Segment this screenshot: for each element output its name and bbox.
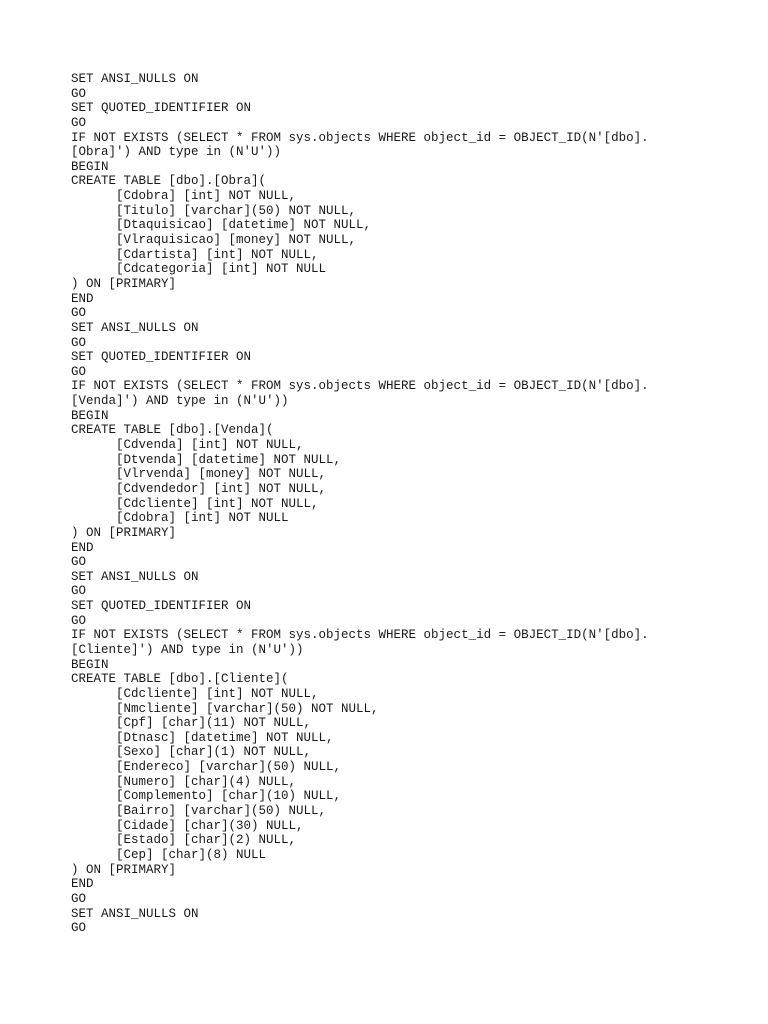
code-line: [Cdobra] [int] NOT NULL	[71, 511, 289, 526]
code-line: BEGIN	[71, 408, 109, 423]
code-line: END	[71, 291, 94, 306]
code-line: GO	[71, 335, 87, 350]
code-line: GO	[71, 115, 87, 130]
code-line: GO	[71, 555, 87, 570]
code-line: SET ANSI_NULLS ON	[71, 72, 199, 86]
code-line: [Cdcliente] [int] NOT NULL,	[71, 496, 319, 511]
code-line: [Cdcliente] [int] NOT NULL,	[71, 686, 319, 701]
code-line: [Dtaquisicao] [datetime] NOT NULL,	[71, 218, 372, 233]
code-line: [Cep] [char](8) NULL	[71, 847, 267, 862]
code-line: [Cdvendedor] [int] NOT NULL,	[71, 481, 327, 496]
code-line: [Numero] [char](4) NULL,	[71, 774, 297, 789]
code-line: CREATE TABLE [dbo].[Cliente](	[71, 672, 289, 687]
code-line: [Cdobra] [int] NOT NULL,	[71, 189, 297, 204]
code-line: [Cidade] [char](30) NULL,	[71, 818, 304, 833]
code-line: [Estado] [char](2) NULL,	[71, 833, 297, 848]
code-line: [Bairro] [varchar](50) NULL,	[71, 804, 327, 819]
code-line: GO	[71, 613, 87, 628]
code-line: [Complemento] [char](10) NULL,	[71, 789, 342, 804]
code-line: CREATE TABLE [dbo].[Obra](	[71, 174, 267, 189]
code-line: BEGIN	[71, 657, 109, 672]
code-line: GO	[71, 921, 87, 936]
code-line: [Cliente]') AND type in (N'U'))	[71, 642, 304, 657]
code-line: [Obra]') AND type in (N'U'))	[71, 145, 282, 160]
code-line: GO	[71, 364, 87, 379]
code-line: GO	[71, 306, 87, 321]
code-line: [Cdartista] [int] NOT NULL,	[71, 247, 319, 262]
code-line: [Vlrvenda] [money] NOT NULL,	[71, 467, 327, 482]
code-line: BEGIN	[71, 159, 109, 174]
sql-code-block	[71, 72, 751, 936]
code-line: GO	[71, 584, 87, 599]
code-line: SET ANSI_NULLS ON	[71, 320, 199, 335]
code-line: ) ON [PRIMARY]	[71, 525, 177, 540]
code-line: [Cdcategoria] [int] NOT NULL	[71, 262, 327, 277]
code-line: ) ON [PRIMARY]	[71, 862, 177, 877]
code-line: SET ANSI_NULLS ON	[71, 906, 199, 921]
code-line: [Dtvenda] [datetime] NOT NULL,	[71, 452, 342, 467]
code-line: SET QUOTED_IDENTIFIER ON	[71, 599, 252, 614]
code-line: ) ON [PRIMARY]	[71, 276, 177, 291]
code-line: SET QUOTED_IDENTIFIER ON	[71, 350, 252, 365]
code-line: END	[71, 540, 94, 555]
code-line: [Endereco] [varchar](50) NULL,	[71, 760, 342, 775]
code-line: SET ANSI_NULLS ON	[71, 569, 199, 584]
code-line: [Nmcliente] [varchar](50) NOT NULL,	[71, 701, 379, 716]
code-line: GO	[71, 86, 87, 101]
code-line: IF NOT EXISTS (SELECT * FROM sys.objects WHERE object_id = OBJECT_ID(N'[dbo].	[71, 379, 649, 394]
code-line: [Sexo] [char](1) NOT NULL,	[71, 745, 312, 760]
code-line: END	[71, 877, 94, 892]
code-line: [Dtnasc] [datetime] NOT NULL,	[71, 730, 334, 745]
code-line: CREATE TABLE [dbo].[Venda](	[71, 423, 274, 438]
code-line: IF NOT EXISTS (SELECT * FROM sys.objects WHERE object_id = OBJECT_ID(N'[dbo].	[71, 628, 649, 643]
code-line: SET QUOTED_IDENTIFIER ON	[71, 101, 252, 116]
code-line: [Venda]') AND type in (N'U'))	[71, 394, 289, 409]
code-line: [Titulo] [varchar](50) NOT NULL,	[71, 203, 357, 218]
code-line: [Cpf] [char](11) NOT NULL,	[71, 716, 312, 731]
code-line: GO	[71, 891, 87, 906]
code-line: IF NOT EXISTS (SELECT * FROM sys.objects WHERE object_id = OBJECT_ID(N'[dbo].	[71, 130, 649, 145]
code-line: [Cdvenda] [int] NOT NULL,	[71, 438, 304, 453]
code-line: [Vlraquisicao] [money] NOT NULL,	[71, 233, 357, 248]
